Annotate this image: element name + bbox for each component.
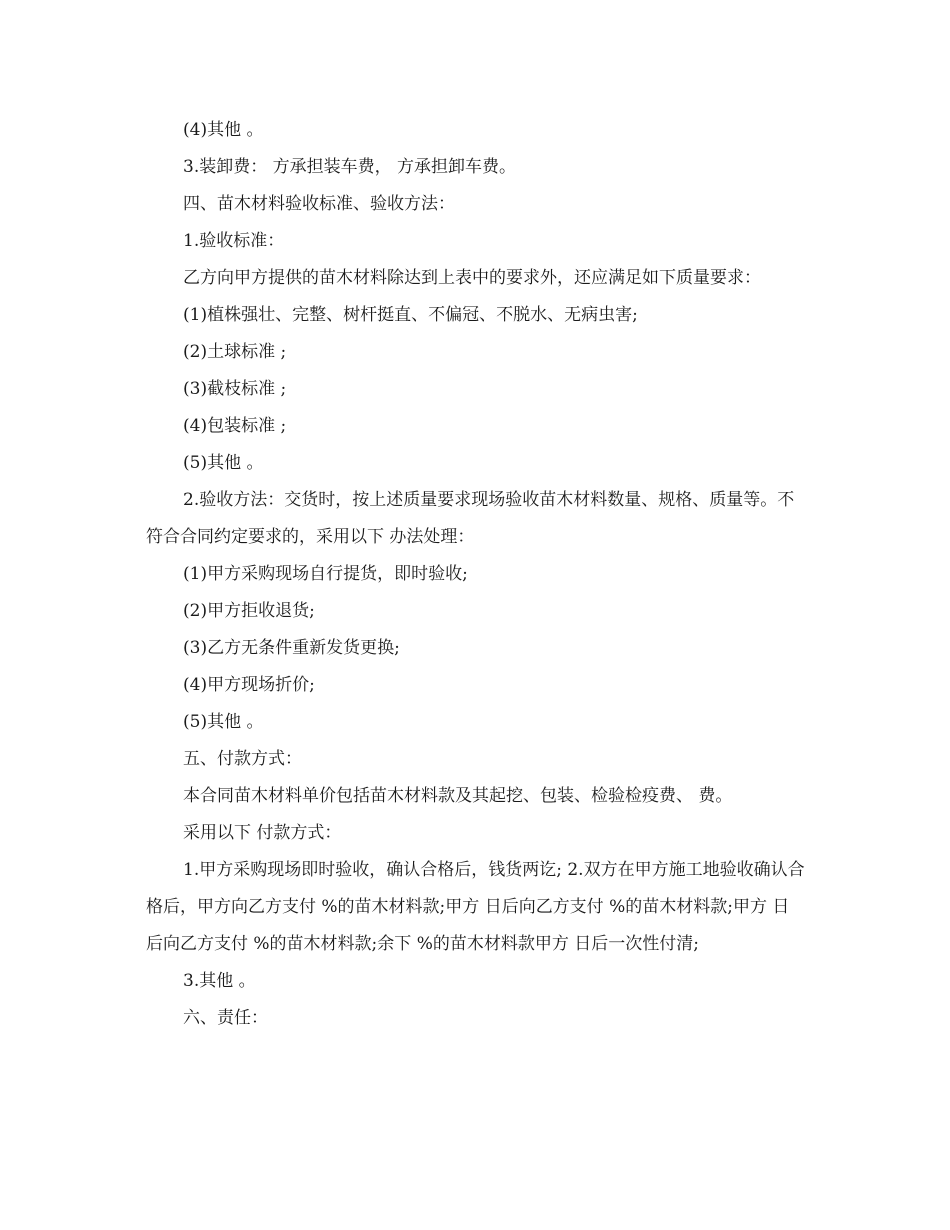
paragraph-payment-other: 3.其他 。 [183,971,256,991]
section-heading-responsibility: 六、责任： [183,1008,268,1028]
list-item-onsite-pickup: (1)甲方采购现场自行提货，即时验收; [183,564,468,584]
paragraph-quality-requirements: 乙方向甲方提供的苗木材料除达到上表中的要求外，还应满足如下质量要求： [183,268,761,288]
list-item-plant-condition: (1)植株强壮、完整、树杆挺直、不偏冠、不脱水、无病虫害; [183,305,638,325]
paragraph-other-4: (4)其他 。 [183,120,264,140]
paragraph-acceptance-method: 2.验收方法：交货时，按上述质量要求现场验收苗木材料数量、规格、质量等。不符合合同约定要求的，采用以下 办法处理： [146,490,795,547]
list-item-discount: (4)甲方现场折价; [183,675,315,695]
document-body [146,112,806,1037]
list-item-other-5: (5)其他 。 [183,453,264,473]
paragraph-acceptance-standard: 1.验收标准： [183,231,285,251]
list-item-packaging-standard: (4)包装标准 ; [183,416,287,436]
paragraph-payment-intro: 采用以下 付款方式： [183,823,342,843]
list-item-soil-ball-standard: (2)土球标准 ; [183,342,287,362]
list-item-reject-return: (2)甲方拒收退货; [183,601,315,621]
section-heading-acceptance: 四、苗木材料验收标准、验收方法： [183,194,455,214]
paragraph-payment-terms: 1.甲方采购现场即时验收，确认合格后，钱货两讫; 2.双方在甲方施工地验收确认合格后，甲方向乙方支付 %的苗木材料款;甲方 日后向乙方支付 %的苗木材料款;甲方 日后向乙方支付 %的苗木材料款;余下 %的苗木材料款甲方 日后一次性付清; [146,860,805,954]
paragraph-loading-fee: 3.装卸费： 方承担装车费， 方承担卸车费。 [183,157,517,177]
section-heading-payment: 五、付款方式： [183,749,302,769]
list-item-pruning-standard: (3)截枝标准 ; [183,379,287,399]
paragraph-unit-price: 本合同苗木材料单价包括苗木材料款及其起挖、包装、检验检疫费、 费。 [183,786,733,806]
list-item-replacement: (3)乙方无条件重新发货更换; [183,638,400,658]
list-item-other-method: (5)其他 。 [183,712,264,732]
